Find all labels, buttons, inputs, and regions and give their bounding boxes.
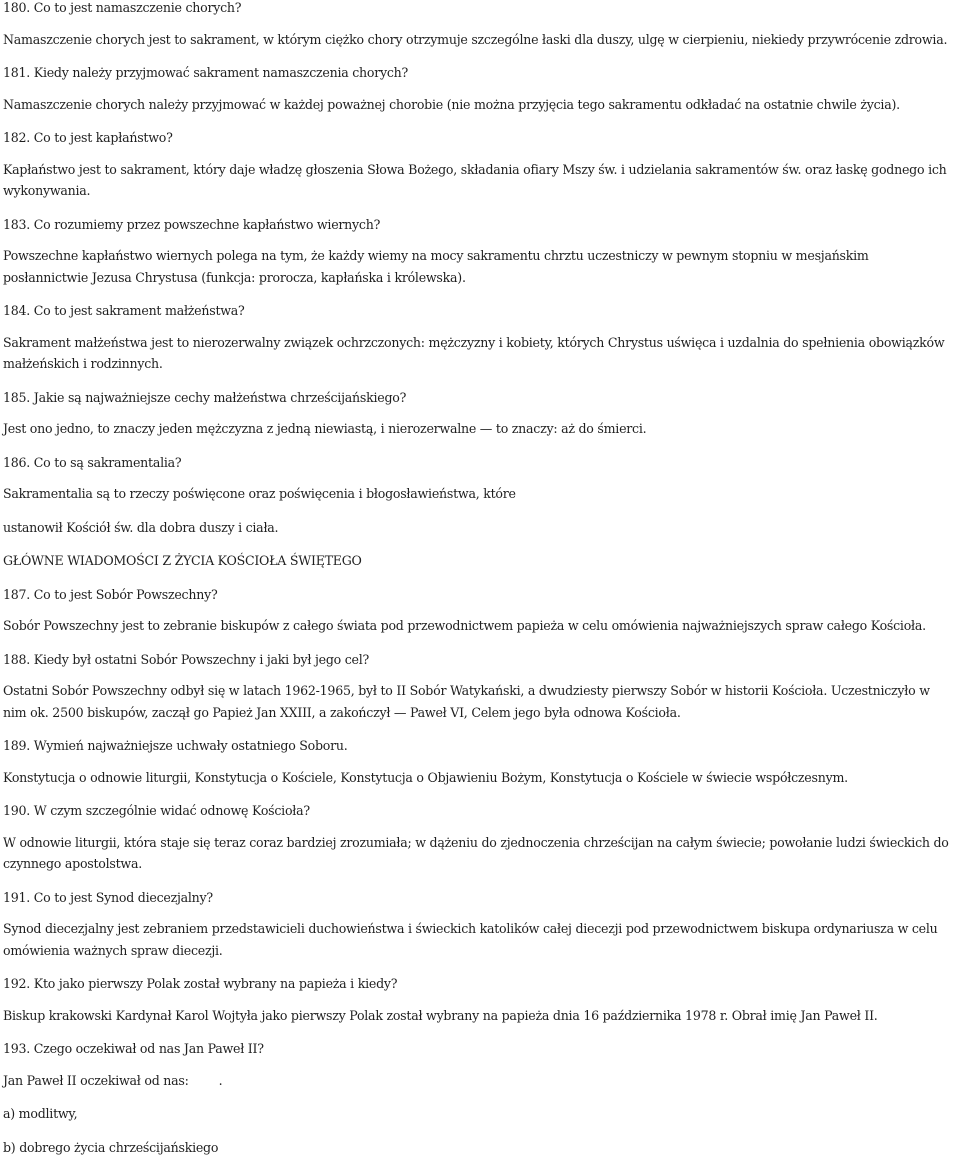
answer-193-item-a: a) modlitwy, [3, 1106, 78, 1121]
answer-182: Kapłaństwo jest to sakrament, który daje władzę głoszenia Słowa Bożego, składania ofiary Mszy św. i udzielania sakramentów św. oraz łaskę godnego ich wykonywania. [3, 161, 947, 198]
answer-193-intro: Jan Paweł II oczekiwał od nas: . [3, 1072, 223, 1088]
answer-181: Namaszczenie chorych należy przyjmować w każdej poważnej chorobie (nie można przyjęcia tego sakramentu odkładać na ostatnie chwile życia). [3, 96, 900, 112]
answer-186-line-1: Sakramentalia są to rzeczy poświęcone oraz poświęcenia i błogosławieństwa, które [3, 486, 516, 501]
answer-186-line-2: ustanowił Kościół św. dla dobra duszy i ciała. [3, 519, 279, 535]
question-181: 181. Kiedy należy przyjmować sakrament namaszczenia chorych? [3, 65, 409, 80]
answer-192: Biskup krakowski Kardynał Karol Wojtyła jako pierwszy Polak został wybrany na papieża dnia 16 października 1978 r. Obrał imię Jan Paweł II. [3, 1007, 878, 1023]
answer-189: Konstytucja o odnowie liturgii, Konstytucja o Kościele, Konstytucja o Objawieniu Bożym, Konstytucja o Kościele w świecie współczesnym. [3, 769, 848, 785]
answer-190: W odnowie liturgii, która staje się teraz coraz bardziej zrozumiała; w dążeniu do zjednoczenia chrześcijan na całym świecie; powołanie ludzi świeckich do czynnego apostolstwa. [3, 834, 949, 871]
question-184: 184. Co to jest sakrament małżeństwa? [3, 303, 245, 318]
question-191: 191. Co to jest Synod diecezjalny? [3, 889, 213, 905]
question-180: 180. Co to jest namaszczenie chorych? [3, 0, 242, 15]
question-189: 189. Wymień najważniejsze uchwały ostatniego Soboru. [3, 738, 348, 753]
question-188: 188. Kiedy był ostatni Sobór Powszechny i jaki był jego cel? [3, 651, 369, 667]
question-192: 192. Kto jako pierwszy Polak został wybrany na papieża i kiedy? [3, 976, 398, 991]
question-193: 193. Czego oczekiwał od nas Jan Paweł II? [3, 1041, 264, 1056]
question-183: 183. Co rozumiemy przez powszechne kapłaństwo wiernych? [3, 216, 381, 232]
question-186: 186. Co to są sakramentalia? [3, 454, 182, 470]
question-190: 190. W czym szczególnie widać odnowę Kościoła? [3, 803, 310, 818]
answer-193-item-b: b) dobrego życia chrześcijańskiego [3, 1139, 219, 1155]
answer-188: Ostatni Sobór Powszechny odbył się w latach 1962-1965, był to II Sobór Watykański, a dwudziesty pierwszy Sobór w historii Kościoła. Uczestniczyło w nim ok. 2500 biskupów, zaczął go Papież Jan XXIII, a zakończył — Paweł VI, Celem jego była odnowa Kościoła. [3, 683, 930, 720]
answer-187: Sobór Powszechny jest to zebranie biskupów z całego świata pod przewodnictwem papieża w celu omówienia najważniejszych spraw całego Kościoła. [3, 618, 926, 633]
question-187: 187. Co to jest Sobór Powszechny? [3, 586, 218, 602]
answer-183: Powszechne kapłaństwo wiernych polega na tym, że każdy wiemy na mocy sakramentu chrztu uczestniczy w pewnym stopniu w mesjańskim posłannictwie Jezusa Chrystusa (funkcja: prorocza, kapłańska i królewska). [3, 248, 869, 285]
question-185: 185. Jakie są najważniejsze cechy małżeństwa chrześcijańskiego? [3, 389, 407, 405]
answer-180: Namaszczenie chorych jest to sakrament, w którym ciężko chory otrzymuje szczególne łaski dla duszy, ulgę w cierpieniu, niekiedy przywrócenie zdrowia. [3, 31, 948, 47]
answer-184: Sakrament małżeństwa jest to nierozerwalny związek ochrzczonych: mężczyzny i kobiety, których Chrystus uświęca i uzdalnia do spełnienia obowiązków małżeńskich i rodzinnych. [3, 334, 945, 371]
answer-185: Jest ono jedno, to znaczy jeden mężczyzna z jedną niewiastą, i nierozerwalne — to znaczy: aż do śmierci. [3, 421, 647, 436]
question-182: 182. Co to jest kapłaństwo? [3, 130, 173, 145]
section-heading: GŁÓWNE WIADOMOŚCI Z ŻYCIA KOŚCIOŁA ŚWIĘTEGO [3, 553, 362, 568]
document-page [3, 0, 955, 1170]
answer-191: Synod diecezjalny jest zebraniem przedstawicieli duchowieństwa i świeckich katolików całej diecezji pod przewodnictwem biskupa ordynariusza w celu omówienia ważnych spraw diecezji. [3, 921, 938, 958]
